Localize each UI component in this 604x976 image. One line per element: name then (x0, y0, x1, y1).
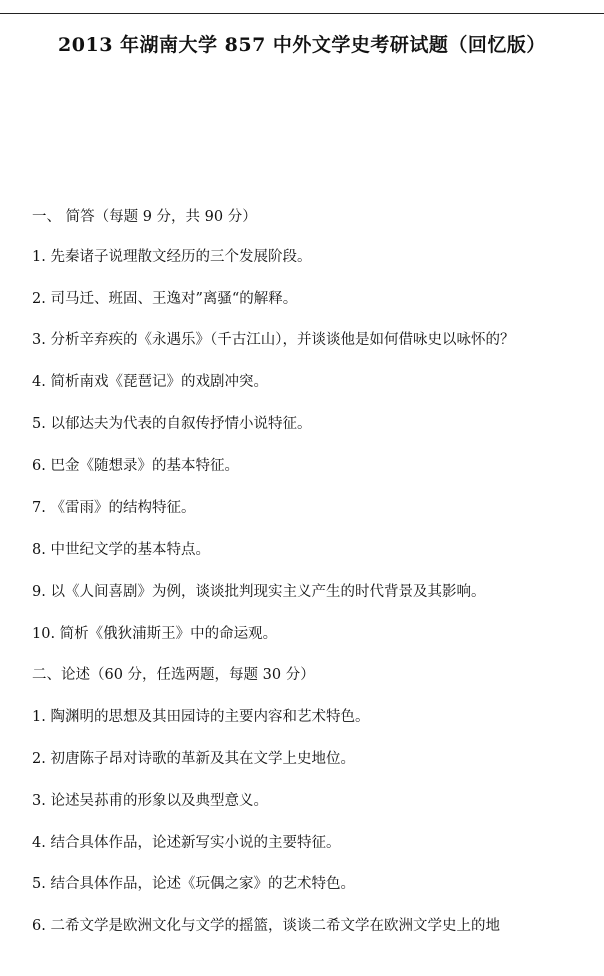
question-1-3: 3. 分析辛弃疾的《永遇乐》（千古江山），并谈谈他是如何借咏史以咏怀的？ (32, 332, 515, 348)
question-1-10: 10. 简析《俄狄浦斯王》中的命运观。 (32, 626, 278, 642)
document-title: 2013 年湖南大学 857 中外文学史考研试题（回忆版） (58, 34, 546, 56)
question-2-6: 6. 二希文学是欧洲文化与文学的摇篮，谈谈二希文学在欧洲文学史上的地 (32, 918, 500, 934)
question-1-1: 1. 先秦诸子说理散文经历的三个发展阶段。 (32, 249, 312, 265)
question-1-7: 7. 《雷雨》的结构特征。 (32, 500, 196, 516)
question-2-4: 4. 结合具体作品，论述新写实小说的主要特征。 (32, 835, 341, 851)
question-1-5: 5. 以郁达夫为代表的自叙传抒情小说特征。 (32, 416, 312, 432)
top-rule (0, 13, 604, 14)
question-2-5: 5. 结合具体作品，论述《玩偶之家》的艺术特色。 (32, 876, 355, 892)
question-2-3: 3. 论述吴荪甫的形象以及典型意义。 (32, 793, 268, 809)
question-1-9: 9. 以《人间喜剧》为例，谈谈批判现实主义产生的时代背景及其影响。 (32, 584, 486, 600)
question-1-2: 2. 司马迁、班固、王逸对”离骚“的解释。 (32, 291, 298, 307)
question-2-1: 1. 陶渊明的思想及其田园诗的主要内容和艺术特色。 (32, 709, 370, 725)
section-2-heading: 二、论述（60 分，任选两题，每题 30 分） (32, 667, 315, 683)
question-1-8: 8. 中世纪文学的基本特点。 (32, 542, 210, 558)
question-1-6: 6. 巴金《随想录》的基本特征。 (32, 458, 239, 474)
question-1-4: 4. 简析南戏《琵琶记》的戏剧冲突。 (32, 374, 268, 390)
question-2-2: 2. 初唐陈子昂对诗歌的革新及其在文学上史地位。 (32, 751, 355, 767)
section-1-heading: 一、 简答（每题 9 分，共 90 分） (32, 209, 257, 225)
